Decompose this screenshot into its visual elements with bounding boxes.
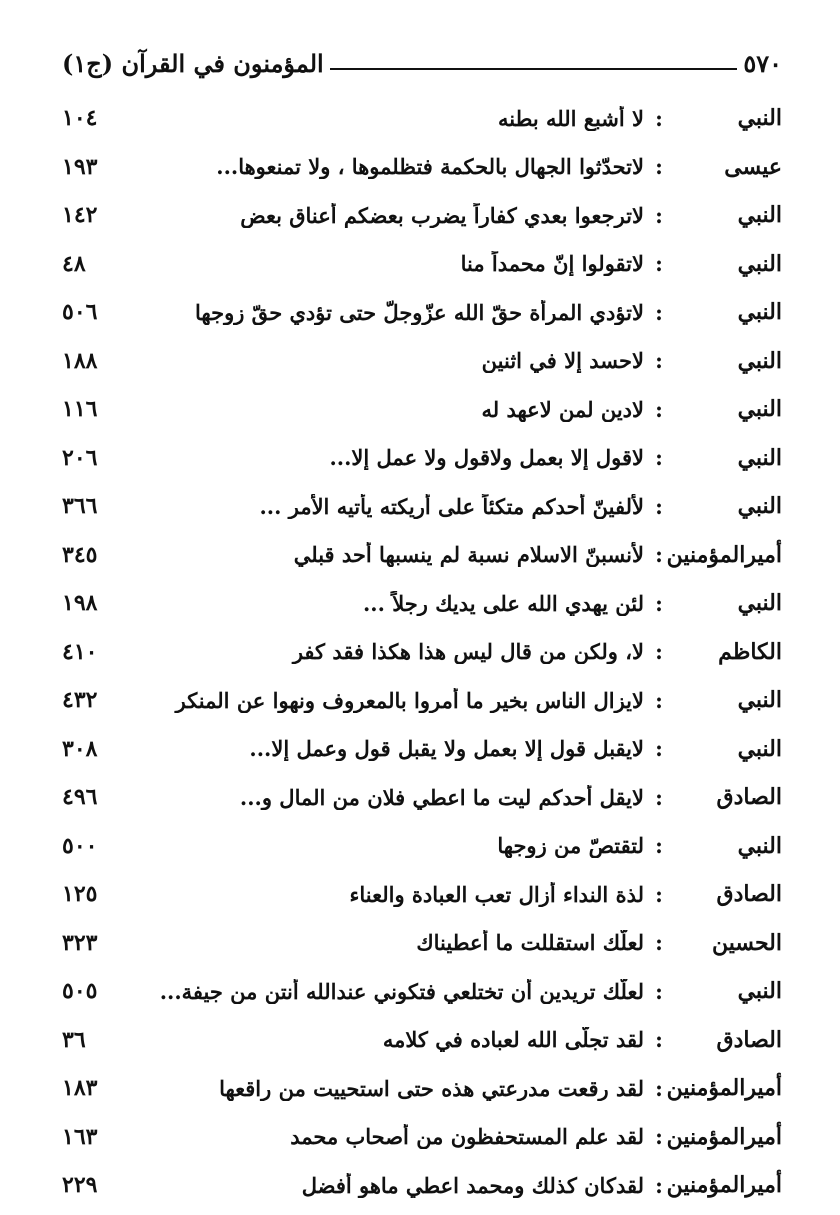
entry-speaker: الصادق xyxy=(716,1026,782,1053)
entry-page-number: ٤١٠ xyxy=(62,638,98,665)
entry-quote: لاتقولوا إنّ محمداً منا xyxy=(460,251,644,277)
entry-quote: لايزال الناس بخير ما أمروا بالمعروف ونهوا عن المنكر xyxy=(175,687,644,713)
entry-separator: : xyxy=(655,639,663,665)
entry-separator: : xyxy=(655,833,663,859)
index-entry xyxy=(62,1016,782,1065)
entry-speaker: النبي xyxy=(737,687,782,714)
entry-speaker: أميرالمؤمنين xyxy=(666,1172,782,1199)
entry-page-number: ٣٦٦ xyxy=(62,493,98,520)
entry-page-number: ٤٩٦ xyxy=(62,784,98,811)
entry-quote: لعلّك تريدين أن تختلعي فتكوني عندالله أنتن من جيفة... xyxy=(159,978,644,1004)
entry-page-number: ١٢٥ xyxy=(62,881,98,908)
index-entry xyxy=(62,434,782,483)
running-header xyxy=(62,38,782,88)
header-rule xyxy=(330,68,738,70)
entry-page-number: ٤٨ xyxy=(62,250,86,277)
entry-page-number: ٥٠٦ xyxy=(62,299,98,326)
index-entry xyxy=(62,385,782,434)
entry-page-number: ٤٣٢ xyxy=(62,687,98,714)
index-entry xyxy=(62,628,782,677)
entry-separator: : xyxy=(655,687,663,713)
entry-quote: لقد علم المستحفظون من أصحاب محمد xyxy=(290,1124,644,1150)
index-entry xyxy=(62,919,782,968)
entry-separator: : xyxy=(655,348,663,374)
entry-speaker: النبي xyxy=(737,590,782,617)
index-entry xyxy=(62,482,782,531)
entry-separator: : xyxy=(655,736,663,762)
entry-quote: لايقبل قول إلا بعمل ولا يقبل قول وعمل إلا... xyxy=(249,736,644,762)
index-entry xyxy=(62,822,782,871)
index-entry xyxy=(62,579,782,628)
entry-page-number: ٣٤٥ xyxy=(62,541,98,568)
index-entry xyxy=(62,143,782,192)
entry-separator: : xyxy=(655,1075,663,1101)
page-number: ٥٧٠ xyxy=(743,48,782,78)
entry-quote: لاقول إلا بعمل ولاقول ولا عمل إلا... xyxy=(329,445,644,471)
index-entry xyxy=(62,288,782,337)
index-entry xyxy=(62,191,782,240)
entry-page-number: ١٤٢ xyxy=(62,202,98,229)
entry-separator: : xyxy=(655,978,663,1004)
entry-quote: لذة النداء أزال تعب العبادة والعناء xyxy=(349,881,644,907)
entry-separator: : xyxy=(655,202,663,228)
entry-page-number: ١١٦ xyxy=(62,396,98,423)
entry-separator: : xyxy=(655,1124,663,1150)
entry-speaker: النبي xyxy=(737,250,782,277)
entry-quote: لادين لمن لاعهد له xyxy=(481,396,644,422)
entry-page-number: ١٩٣ xyxy=(62,153,98,180)
index-entry xyxy=(62,337,782,386)
entry-separator: : xyxy=(655,590,663,616)
entry-page-number: ٥٠٠ xyxy=(62,832,98,859)
index-entry xyxy=(62,240,782,289)
entry-separator: : xyxy=(655,396,663,422)
document-page xyxy=(62,38,782,1210)
entry-separator: : xyxy=(655,299,663,325)
entry-speaker: النبي xyxy=(737,347,782,374)
entry-quote: لتقتصّ من زوجها xyxy=(497,833,644,859)
entry-quote: لا أشبع الله بطنه xyxy=(498,105,644,131)
index-entry xyxy=(62,1064,782,1113)
entry-separator: : xyxy=(655,881,663,907)
entry-quote: لقدكان كذلك ومحمد اعطي ماهو أفضل xyxy=(301,1172,644,1198)
entry-speaker: النبي xyxy=(737,299,782,326)
entry-speaker: النبي xyxy=(737,202,782,229)
entry-quote: لايقل أحدكم ليت ما اعطي فلان من المال و... xyxy=(239,784,644,810)
entry-quote: لألفينّ أحدكم متكئاً على أريكته يأتيه الأمر ... xyxy=(259,493,644,519)
entry-separator: : xyxy=(655,105,663,131)
entry-page-number: ٣٠٨ xyxy=(62,735,98,762)
entry-separator: : xyxy=(655,1172,663,1198)
entry-speaker: الصادق xyxy=(716,881,782,908)
entry-speaker: النبي xyxy=(737,444,782,471)
entry-page-number: ١٩٨ xyxy=(62,590,98,617)
entry-separator: : xyxy=(655,493,663,519)
entry-quote: لعلّك استقللت ما أعطيناك xyxy=(416,930,644,956)
index-entry xyxy=(62,1161,782,1210)
index-entry xyxy=(62,967,782,1016)
entry-speaker: النبي xyxy=(737,105,782,132)
entry-page-number: ٢٠٦ xyxy=(62,444,98,471)
index-entry xyxy=(62,773,782,822)
index-entry xyxy=(62,725,782,774)
entry-page-number: ٣٦ xyxy=(62,1026,86,1053)
entry-separator: : xyxy=(655,154,663,180)
entry-separator: : xyxy=(655,445,663,471)
entry-quote: لأنسبنّ الاسلام نسبة لم ينسبها أحد قبلي xyxy=(293,542,644,568)
entry-page-number: ١٠٤ xyxy=(62,105,98,132)
entry-separator: : xyxy=(655,251,663,277)
index-entry xyxy=(62,94,782,143)
entry-quote: لقد رقعت مدرعتي هذه حتى استحييت من راقعها xyxy=(219,1075,644,1101)
entry-page-number: ١٨٣ xyxy=(62,1075,98,1102)
entry-quote: لقد تجلّى الله لعباده في كلامه xyxy=(382,1027,644,1053)
entry-speaker: أميرالمؤمنين xyxy=(666,541,782,568)
book-title: المؤمنون في القرآن (ج١) xyxy=(62,48,324,78)
entry-quote: لاتؤدي المرأة حقّ الله عزّوجلّ حتى تؤدي حقّ زوجها xyxy=(195,299,644,325)
entry-page-number: ٣٢٣ xyxy=(62,929,98,956)
entry-page-number: ٥٠٥ xyxy=(62,978,98,1005)
entry-speaker: النبي xyxy=(737,735,782,762)
entry-speaker: النبي xyxy=(737,396,782,423)
entry-page-number: ١٨٨ xyxy=(62,347,98,374)
entry-quote: لاتحدّثوا الجهال بالحكمة فتظلموها ، ولا تمنعوها... xyxy=(216,154,644,180)
entry-speaker: الصادق xyxy=(716,784,782,811)
entry-speaker: الحسين xyxy=(711,929,782,956)
index-entry xyxy=(62,676,782,725)
entry-page-number: ١٦٣ xyxy=(62,1123,98,1150)
index-entry xyxy=(62,1113,782,1162)
quote-index-list xyxy=(62,94,782,1210)
entry-speaker: النبي xyxy=(737,832,782,859)
entry-quote: لاترجعوا بعدي كفاراً يضرب بعضكم أعناق بعض xyxy=(240,202,644,228)
entry-speaker: أميرالمؤمنين xyxy=(666,1123,782,1150)
entry-speaker: أميرالمؤمنين xyxy=(666,1075,782,1102)
entry-quote: لا، ولكن من قال ليس هذا هكذا فقد كفر xyxy=(292,639,644,665)
entry-quote: لاحسد إلا في اثنين xyxy=(481,348,644,374)
index-entry xyxy=(62,870,782,919)
entry-separator: : xyxy=(655,784,663,810)
entry-speaker: النبي xyxy=(737,978,782,1005)
entry-speaker: النبي xyxy=(737,493,782,520)
entry-speaker: عيسى xyxy=(724,153,782,180)
index-entry xyxy=(62,531,782,580)
entry-quote: لئن يهدي الله على يديك رجلاً ... xyxy=(363,590,644,616)
entry-separator: : xyxy=(655,1027,663,1053)
entry-separator: : xyxy=(655,930,663,956)
entry-page-number: ٢٢٩ xyxy=(62,1172,98,1199)
entry-separator: : xyxy=(655,542,663,568)
entry-speaker: الكاظم xyxy=(718,638,782,665)
